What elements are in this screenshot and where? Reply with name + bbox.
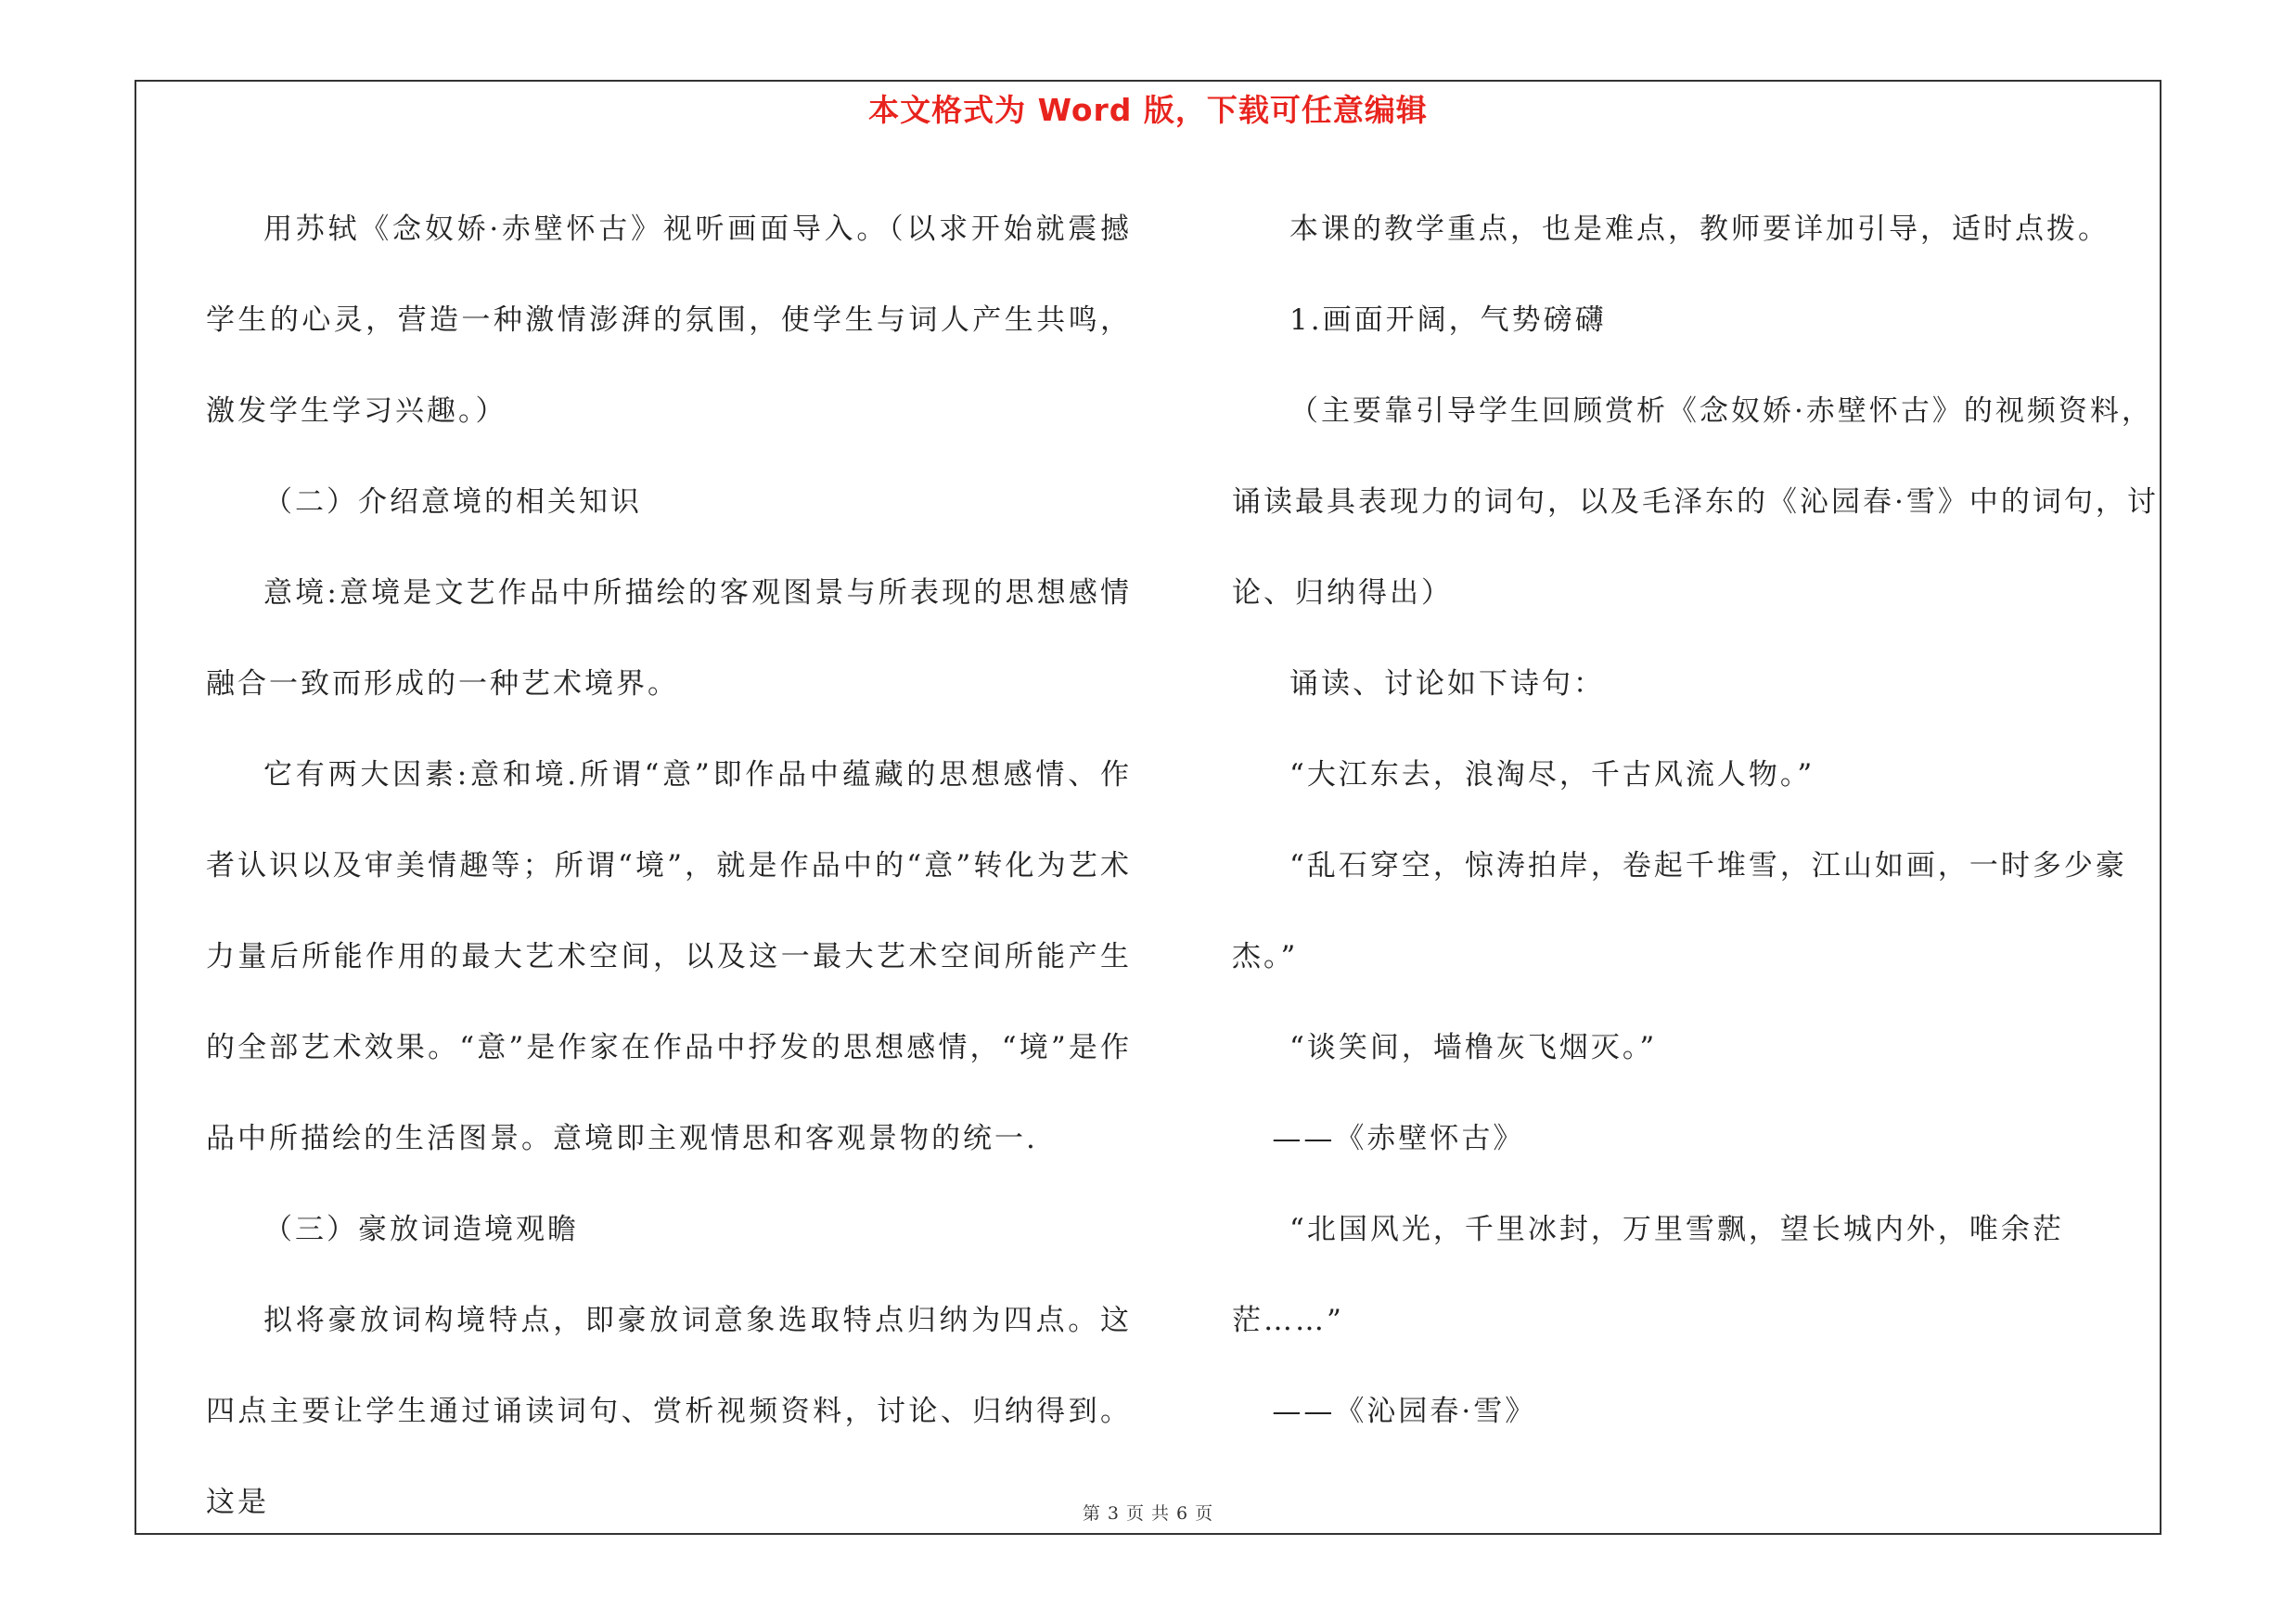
paragraph-intro: 用苏轼《念奴娇·赤壁怀古》视听画面导入。（以求开始就震撼学生的心灵，营造一种激情澎湃的氛围，使学生与词人产生共鸣，激发学生学习兴趣。） (206, 213, 1132, 428)
paragraph-recite-intro: 诵读、讨论如下诗句： (1289, 667, 1605, 701)
paragraph-yijing-definition: 意境:意境是文艺作品中所描绘的客观图景与所表现的思想感情融合一致而形成的一种艺术境界。 (206, 576, 1132, 701)
paragraph-method-note: （主要靠引导学生回顾赏析《念奴娇·赤壁怀古》的视频资料，诵读最具表现力的词句，以及毛泽东的《沁园春·雪》中的词句，讨论、归纳得出） (1232, 394, 2159, 610)
quote-line-4: “北国风光，千里冰封，万里雪飘，望长城内外，唯余茫茫……” (1232, 1213, 2064, 1337)
quote-line-3: “谈笑间，墙橹灰飞烟灭。” (1289, 1031, 1658, 1064)
format-banner: 本文格式为 Word 版，下载可任意编辑 (868, 92, 1428, 128)
page-number: 第 3 页 共 6 页 (1082, 1503, 1214, 1524)
paragraph-four-points: 拟将豪放词构境特点，即豪放词意象选取特点归纳为四点。这四点主要让学生通过诵读词句、赏析视频资料，讨论、归纳得到。这是 (206, 1304, 1132, 1519)
quote-line-1: “大江东去，浪淘尽，千古风流人物。” (1289, 758, 1815, 792)
paragraph-two-factors: 它有两大因素:意和境.所谓“意”即作品中蕴藏的思想感情、作者认识以及审美情趣等；所谓“境”，就是作品中的“意”转化为艺术力量后所能作用的最大艺术空间，以及这一最大艺术空间所能产生的全部艺术效果。“意”是作家在作品中抒发的思想感情，“境”是作品中所描绘的生活图景。意境即主观情思和客观景物的统一. (206, 758, 1132, 1155)
section-heading-2: （二）介绍意境的相关知识 (263, 485, 642, 519)
right-column (1232, 184, 2169, 1457)
left-column (206, 184, 1132, 1548)
paragraph-continuation: 本课的教学重点，也是难点，教师要详加引导，适时点拨。 (1289, 213, 2110, 246)
section-heading-3: （三）豪放词造境观瞻 (263, 1213, 579, 1246)
point-heading-1: 1.画面开阔，气势磅礴 (1289, 303, 1607, 337)
quote-source-qinyuanchun: ——《沁园春·雪》 (1272, 1395, 1537, 1428)
quote-line-2: “乱石穿空，惊涛拍岸，卷起千堆雪，江山如画，一时多少豪杰。” (1232, 849, 2127, 973)
quote-source-chibi: ——《赤壁怀古》 (1272, 1122, 1525, 1155)
